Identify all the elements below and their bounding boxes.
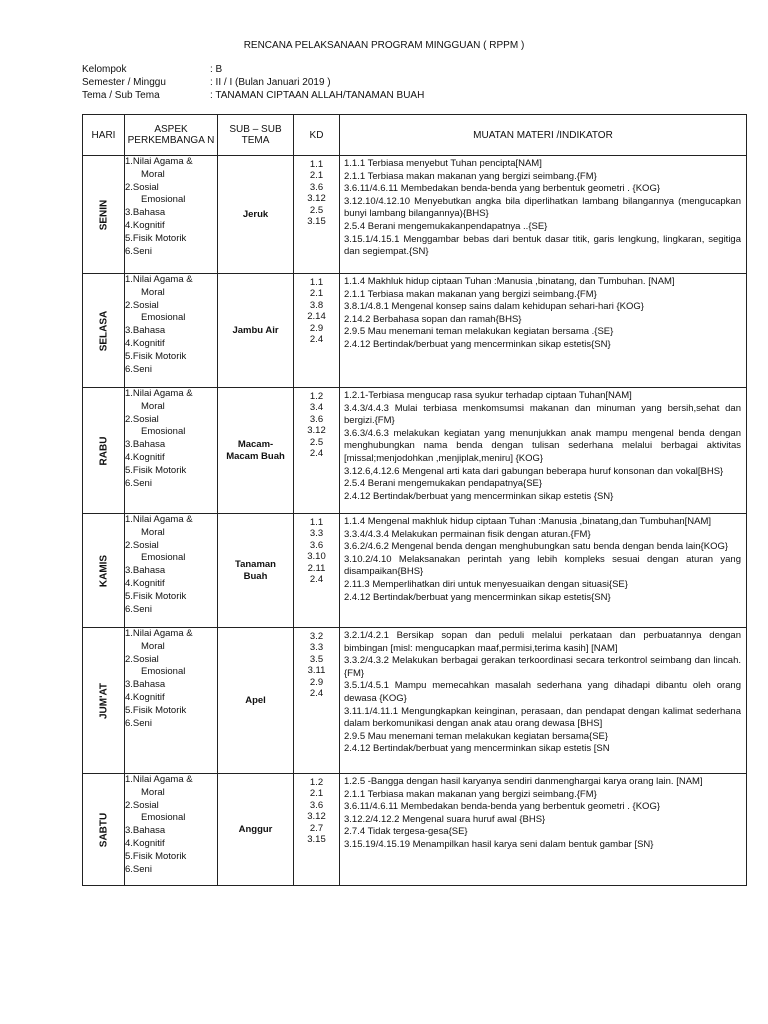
sub-tema-cell: Jambu Air [218, 274, 294, 388]
indikator-item: 3.15.1/4.15.1 Menggambar bebas dari bentuk dasar titik, garis lengkung, lingkaran, segitiga dan segiempat.{SN} [344, 233, 741, 258]
day-label: SELASA [98, 310, 109, 351]
aspek-item: 3.Bahasa [125, 825, 166, 837]
rppm-table [82, 114, 747, 886]
aspek-cell [125, 274, 218, 388]
meta-label: Semester / Minggu [82, 77, 166, 88]
indikator-item: 2.1.1 Terbiasa makan makanan yang bergizi seimbang.{FM} [344, 288, 597, 300]
aspek-item: 4.Kognitif [125, 837, 165, 849]
kd-item: 3.12 [307, 193, 326, 205]
indikator-item: 3.15.19/4.15.19 Menampilkan hasil karya seni dalam bentuk gambar [SN} [344, 838, 654, 850]
aspek-cell [125, 774, 218, 886]
indikator-item: 3.2.1/4.2.1 Bersikap sopan dan peduli melalui perkataan dan perbuatannya dengan bimbingan [misl: mengucapkan maaf,permisi,terima kasih] [NAM] [344, 630, 741, 654]
aspek-item: 1.Nilai Agama & [125, 514, 193, 525]
day-label: SABTU [98, 812, 109, 847]
table-row [83, 388, 747, 514]
table-row [83, 514, 747, 628]
table-row [83, 274, 747, 388]
muatan-cell [340, 774, 747, 886]
kd-item: 2.4 [309, 448, 324, 460]
kd-item: 3.6 [309, 799, 324, 811]
aspek-item: 6.Seni [125, 477, 152, 489]
document-title: RENCANA PELAKSANAAN PROGRAM MINGGUAN ( RPPM ) [243, 40, 525, 51]
kd-cell [294, 628, 340, 774]
indikator-item: 2.4.12 Bertindak/berbuat yang mencerminkan sikap estetis {SN} [344, 490, 614, 502]
indikator-item: 3.10.2/4.10 Melaksanakan perintah yang lebih kompleks sesuai dengan aturan yang disampaikan{BHS} [344, 553, 741, 578]
sub-tema-cell: Macam-Macam Buah [218, 388, 294, 514]
indikator-item: 2.5.4 Berani mengemukakan pendapatnya{SE} [344, 478, 543, 490]
indikator-item: 3.6.3/4.6.3 melakukan kegiatan yang menunjukkan anak mampu mengenal benda dengan menghubungkan nama benda dengan tulisan sederhana melalui berbagai aktivitas [missal;menjodohkan ,menjiplak,meniru] {KOG} [344, 427, 741, 464]
kd-item: 1.1 [309, 277, 324, 288]
aspek-item: 5.Fisik Motorik [125, 590, 187, 602]
aspek-item: Emosional [141, 812, 186, 824]
aspek-item: 6.Seni [125, 245, 152, 257]
indikator-item: 3.6.2/4.6.2 Mengenal benda dengan menghubungkan satu benda dengan benda lain{KOG} [344, 541, 729, 553]
aspek-item: 5.Fisik Motorik [125, 850, 187, 862]
indikator-item: 3.12.2/4.12.2 Mengenal suara huruf awal {BHS} [344, 813, 546, 825]
muatan-cell [340, 274, 747, 388]
sub-tema-cell: Apel [218, 628, 294, 774]
indikator-item: 3.11.1/4.11.1 Mengungkapkan keinginan, perasaan, dan pendapat dengan kalimat sederhana dalam berkomunikasi dengan anak atau orang dewasa [BHS] [344, 705, 741, 730]
sub-tema-cell: Anggur [218, 774, 294, 886]
header-aspek: ASPEK PERKEMBANGA N [125, 115, 218, 156]
aspek-cell [125, 514, 218, 628]
aspek-cell [125, 156, 218, 274]
meta-label: Kelompok [82, 64, 127, 75]
indikator-item: 1.1.1 Terbiasa menyebut Tuhan pencipta[NAM] [344, 158, 542, 169]
indikator-item: 3.12.10/4.12.10 Menyebutkan angka bila diperlihatkan lambang bilangannya (mengucapkan bunyi lambang bilangannya){BHS} [344, 195, 741, 220]
kd-item: 2.14 [307, 311, 326, 323]
aspek-item: Moral [141, 168, 165, 180]
aspek-item: 2.Sosial [125, 181, 159, 193]
aspek-item: 3.Bahasa [125, 679, 166, 691]
day-label: RABU [98, 436, 109, 465]
header-sub-tema: SUB – SUB TEMA [218, 115, 294, 156]
muatan-cell [340, 388, 747, 514]
aspek-item: Emosional [141, 666, 186, 678]
indikator-item: 2.5.4 Berani mengemukakanpendapatnya ..{SE} [344, 220, 548, 232]
kd-item: 2.1 [309, 288, 324, 300]
day-cell [83, 774, 125, 886]
aspek-cell [125, 388, 218, 514]
aspek-item: 1.Nilai Agama & [125, 774, 193, 785]
kd-item: 2.7 [309, 822, 324, 834]
kd-cell [294, 274, 340, 388]
kd-item: 3.6 [309, 181, 324, 193]
kd-item: 3.3 [309, 528, 324, 540]
kd-item: 3.10 [307, 551, 326, 563]
indikator-item: 2.4.12 Bertindak/berbuat yang mencerminkan sikap estetis{SN} [344, 591, 611, 603]
indikator-item: 2.11.3 Memperlihatkan diri untuk menyesuaikan dengan situasi{SE} [344, 578, 628, 590]
indikator-item: 1.1.4 Makhluk hidup ciptaan Tuhan :Manusia ,binatang, dan Tumbuhan. [NAM] [344, 276, 675, 287]
day-cell [83, 156, 125, 274]
header-muatan: MUATAN MATERI /INDIKATOR [340, 115, 747, 156]
table-header-row [83, 115, 747, 156]
aspek-item: 5.Fisik Motorik [125, 464, 187, 476]
meta-label: Tema / Sub Tema [82, 90, 160, 101]
kd-item: 3.15 [307, 216, 326, 228]
aspek-item: 5.Fisik Motorik [125, 704, 187, 716]
meta-info [82, 63, 424, 102]
indikator-item: 1.2.5 -Bangga dengan hasil karyanya sendiri danmenghargai karya orang lain. [NAM] [344, 776, 703, 787]
sub-tema-cell: Jeruk [218, 156, 294, 274]
indikator-item: 3.5.1/4.5.1 Mampu memecahkan masalah sederhana yang dihadapi dibantu oleh orang dewasa {KOG} [344, 680, 741, 704]
kd-item: 2.4 [309, 574, 324, 586]
kd-cell [294, 156, 340, 274]
table-row [83, 156, 747, 274]
indikator-item: 3.3.4/4.3.4 Melakukan permainan fisik dengan aturan.{FM} [344, 528, 591, 540]
kd-item: 1.1 [309, 517, 324, 528]
aspek-item: 4.Kognitif [125, 451, 165, 463]
kd-item: 2.9 [309, 322, 324, 334]
indikator-item: 2.1.1 Terbiasa makan makanan yang bergizi seimbang.{FM} [344, 170, 597, 182]
kd-item: 3.15 [307, 834, 326, 846]
indikator-item: 2.9.5 Mau menemani teman melakukan kegiatan bersama{SE} [344, 730, 609, 742]
aspek-item: 6.Seni [125, 863, 152, 875]
day-label: SENIN [98, 199, 109, 230]
muatan-cell [340, 156, 747, 274]
indikator-item: 3.4.3/4.4.3 Mulai terbiasa menkomsumsi makanan dan minuman yang bersih,sehat dan bergizi.{FM} [344, 402, 741, 427]
meta-row-semester [82, 76, 424, 89]
day-label: JUM'AT [98, 682, 109, 719]
kd-item: 2.5 [309, 204, 324, 216]
sub-tema-cell: Tanaman Buah [218, 514, 294, 628]
kd-item: 3.5 [309, 653, 324, 665]
kd-item: 2.11 [307, 562, 326, 574]
kd-item: 3.2 [309, 631, 324, 642]
aspek-item: 4.Kognitif [125, 691, 165, 703]
aspek-item: Emosional [141, 552, 186, 564]
aspek-item: 2.Sosial [125, 413, 159, 425]
aspek-item: 5.Fisik Motorik [125, 350, 187, 362]
aspek-item: 2.Sosial [125, 653, 159, 665]
day-cell [83, 628, 125, 774]
day-cell [83, 514, 125, 628]
kd-item: 2.5 [309, 436, 324, 448]
aspek-cell [125, 628, 218, 774]
aspek-item: Moral [141, 286, 165, 298]
header-hari: HARI [83, 115, 125, 156]
kd-item: 3.12 [307, 811, 326, 823]
header-kd: KD [294, 115, 340, 156]
aspek-item: Emosional [141, 426, 186, 438]
aspek-item: 3.Bahasa [125, 439, 166, 451]
day-cell [83, 388, 125, 514]
indikator-item: 2.9.5 Mau menemani teman melakukan kegiatan bersama .{SE} [344, 326, 614, 338]
aspek-item: Moral [141, 786, 165, 798]
indikator-item: 3.12.6,4.12.6 Mengenal arti kata dari gabungan beberapa huruf konsonan dan vokal[BHS} [344, 465, 724, 477]
aspek-item: 4.Kognitif [125, 337, 165, 349]
aspek-item: 3.Bahasa [125, 207, 166, 219]
aspek-item: Emosional [141, 194, 186, 206]
kd-cell [294, 388, 340, 514]
aspek-item: Emosional [141, 312, 186, 324]
kd-item: 1.2 [309, 777, 324, 788]
aspek-item: 4.Kognitif [125, 219, 165, 231]
aspek-item: 2.Sosial [125, 799, 159, 811]
day-label: KAMIS [98, 554, 109, 587]
aspek-item: 4.Kognitif [125, 577, 165, 589]
indikator-item: 1.1.4 Mengenal makhluk hidup ciptaan Tuhan :Manusia ,binatang,dan Tumbuhan[NAM] [344, 516, 712, 527]
kd-item: 2.4 [309, 334, 324, 346]
aspek-item: 2.Sosial [125, 299, 159, 311]
aspek-item: 1.Nilai Agama & [125, 388, 193, 399]
indikator-item: 3.8.1/4.8.1 Mengenal konsep sains dalam kehidupan sehari-hari {KOG} [344, 301, 644, 313]
meta-row-kelompok [82, 63, 424, 76]
day-cell [83, 274, 125, 388]
kd-item: 3.12 [307, 425, 326, 437]
kd-item: 2.1 [309, 788, 324, 800]
meta-value: : B [210, 64, 223, 75]
kd-item: 2.1 [309, 170, 324, 182]
kd-item: 3.6 [309, 413, 324, 425]
aspek-item: 1.Nilai Agama & [125, 274, 193, 285]
aspek-item: Moral [141, 400, 165, 412]
indikator-item: 2.1.1 Terbiasa makan makanan yang bergizi seimbang.{FM} [344, 788, 597, 800]
kd-item: 3.11 [307, 665, 326, 677]
kd-item: 3.4 [309, 402, 324, 414]
aspek-item: 3.Bahasa [125, 565, 166, 577]
aspek-item: 3.Bahasa [125, 325, 166, 337]
kd-item: 3.3 [309, 642, 324, 654]
indikator-item: 2.4.12 Bertindak/berbuat yang mencerminkan sikap estetis{SN} [344, 338, 611, 350]
indikator-item: 2.14.2 Berbahasa sopan dan ramah{BHS} [344, 313, 522, 325]
kd-item: 3.8 [309, 299, 324, 311]
meta-value: : II / I (Bulan Januari 2019 ) [210, 77, 331, 88]
indikator-item: 1.2.1-Terbiasa mengucap rasa syukur terhadap ciptaan Tuhan[NAM] [344, 390, 632, 401]
aspek-item: 6.Seni [125, 717, 152, 729]
aspek-item: 1.Nilai Agama & [125, 156, 193, 167]
meta-value: : TANAMAN CIPTAAN ALLAH/TANAMAN BUAH [210, 90, 425, 101]
kd-item: 3.6 [309, 539, 324, 551]
muatan-cell [340, 514, 747, 628]
aspek-item: Moral [141, 640, 165, 652]
indikator-item: 2.7.4 Tidak tergesa-gesa{SE} [344, 826, 468, 838]
aspek-item: 5.Fisik Motorik [125, 232, 187, 244]
indikator-item: 3.6.11/4.6.11 Membedakan benda-benda yang berbentuk geometri . {KOG} [344, 801, 661, 813]
table-row [83, 628, 747, 774]
aspek-item: 2.Sosial [125, 539, 159, 551]
kd-cell [294, 774, 340, 886]
muatan-cell [340, 628, 747, 774]
kd-item: 2.4 [309, 688, 324, 700]
indikator-item: 3.6.11/4.6.11 Membedakan benda-benda yang berbentuk geometri . {KOG} [344, 183, 661, 195]
indikator-item: 2.4.12 Bertindak/berbuat yang mencerminkan sikap estetis [SN [344, 743, 610, 755]
kd-item: 2.9 [309, 676, 324, 688]
meta-row-tema [82, 89, 424, 102]
aspek-item: 1.Nilai Agama & [125, 628, 193, 639]
table-row [83, 774, 747, 886]
aspek-item: 6.Seni [125, 603, 152, 615]
kd-item: 1.2 [309, 391, 324, 402]
indikator-item: 3.3.2/4.3.2 Melakukan berbagai gerakan terkoordinasi secara terkontrol seimbang dan lincah.{FM} [344, 655, 741, 679]
aspek-item: 6.Seni [125, 363, 152, 375]
kd-item: 1.1 [309, 159, 324, 170]
kd-cell [294, 514, 340, 628]
aspek-item: Moral [141, 526, 165, 538]
